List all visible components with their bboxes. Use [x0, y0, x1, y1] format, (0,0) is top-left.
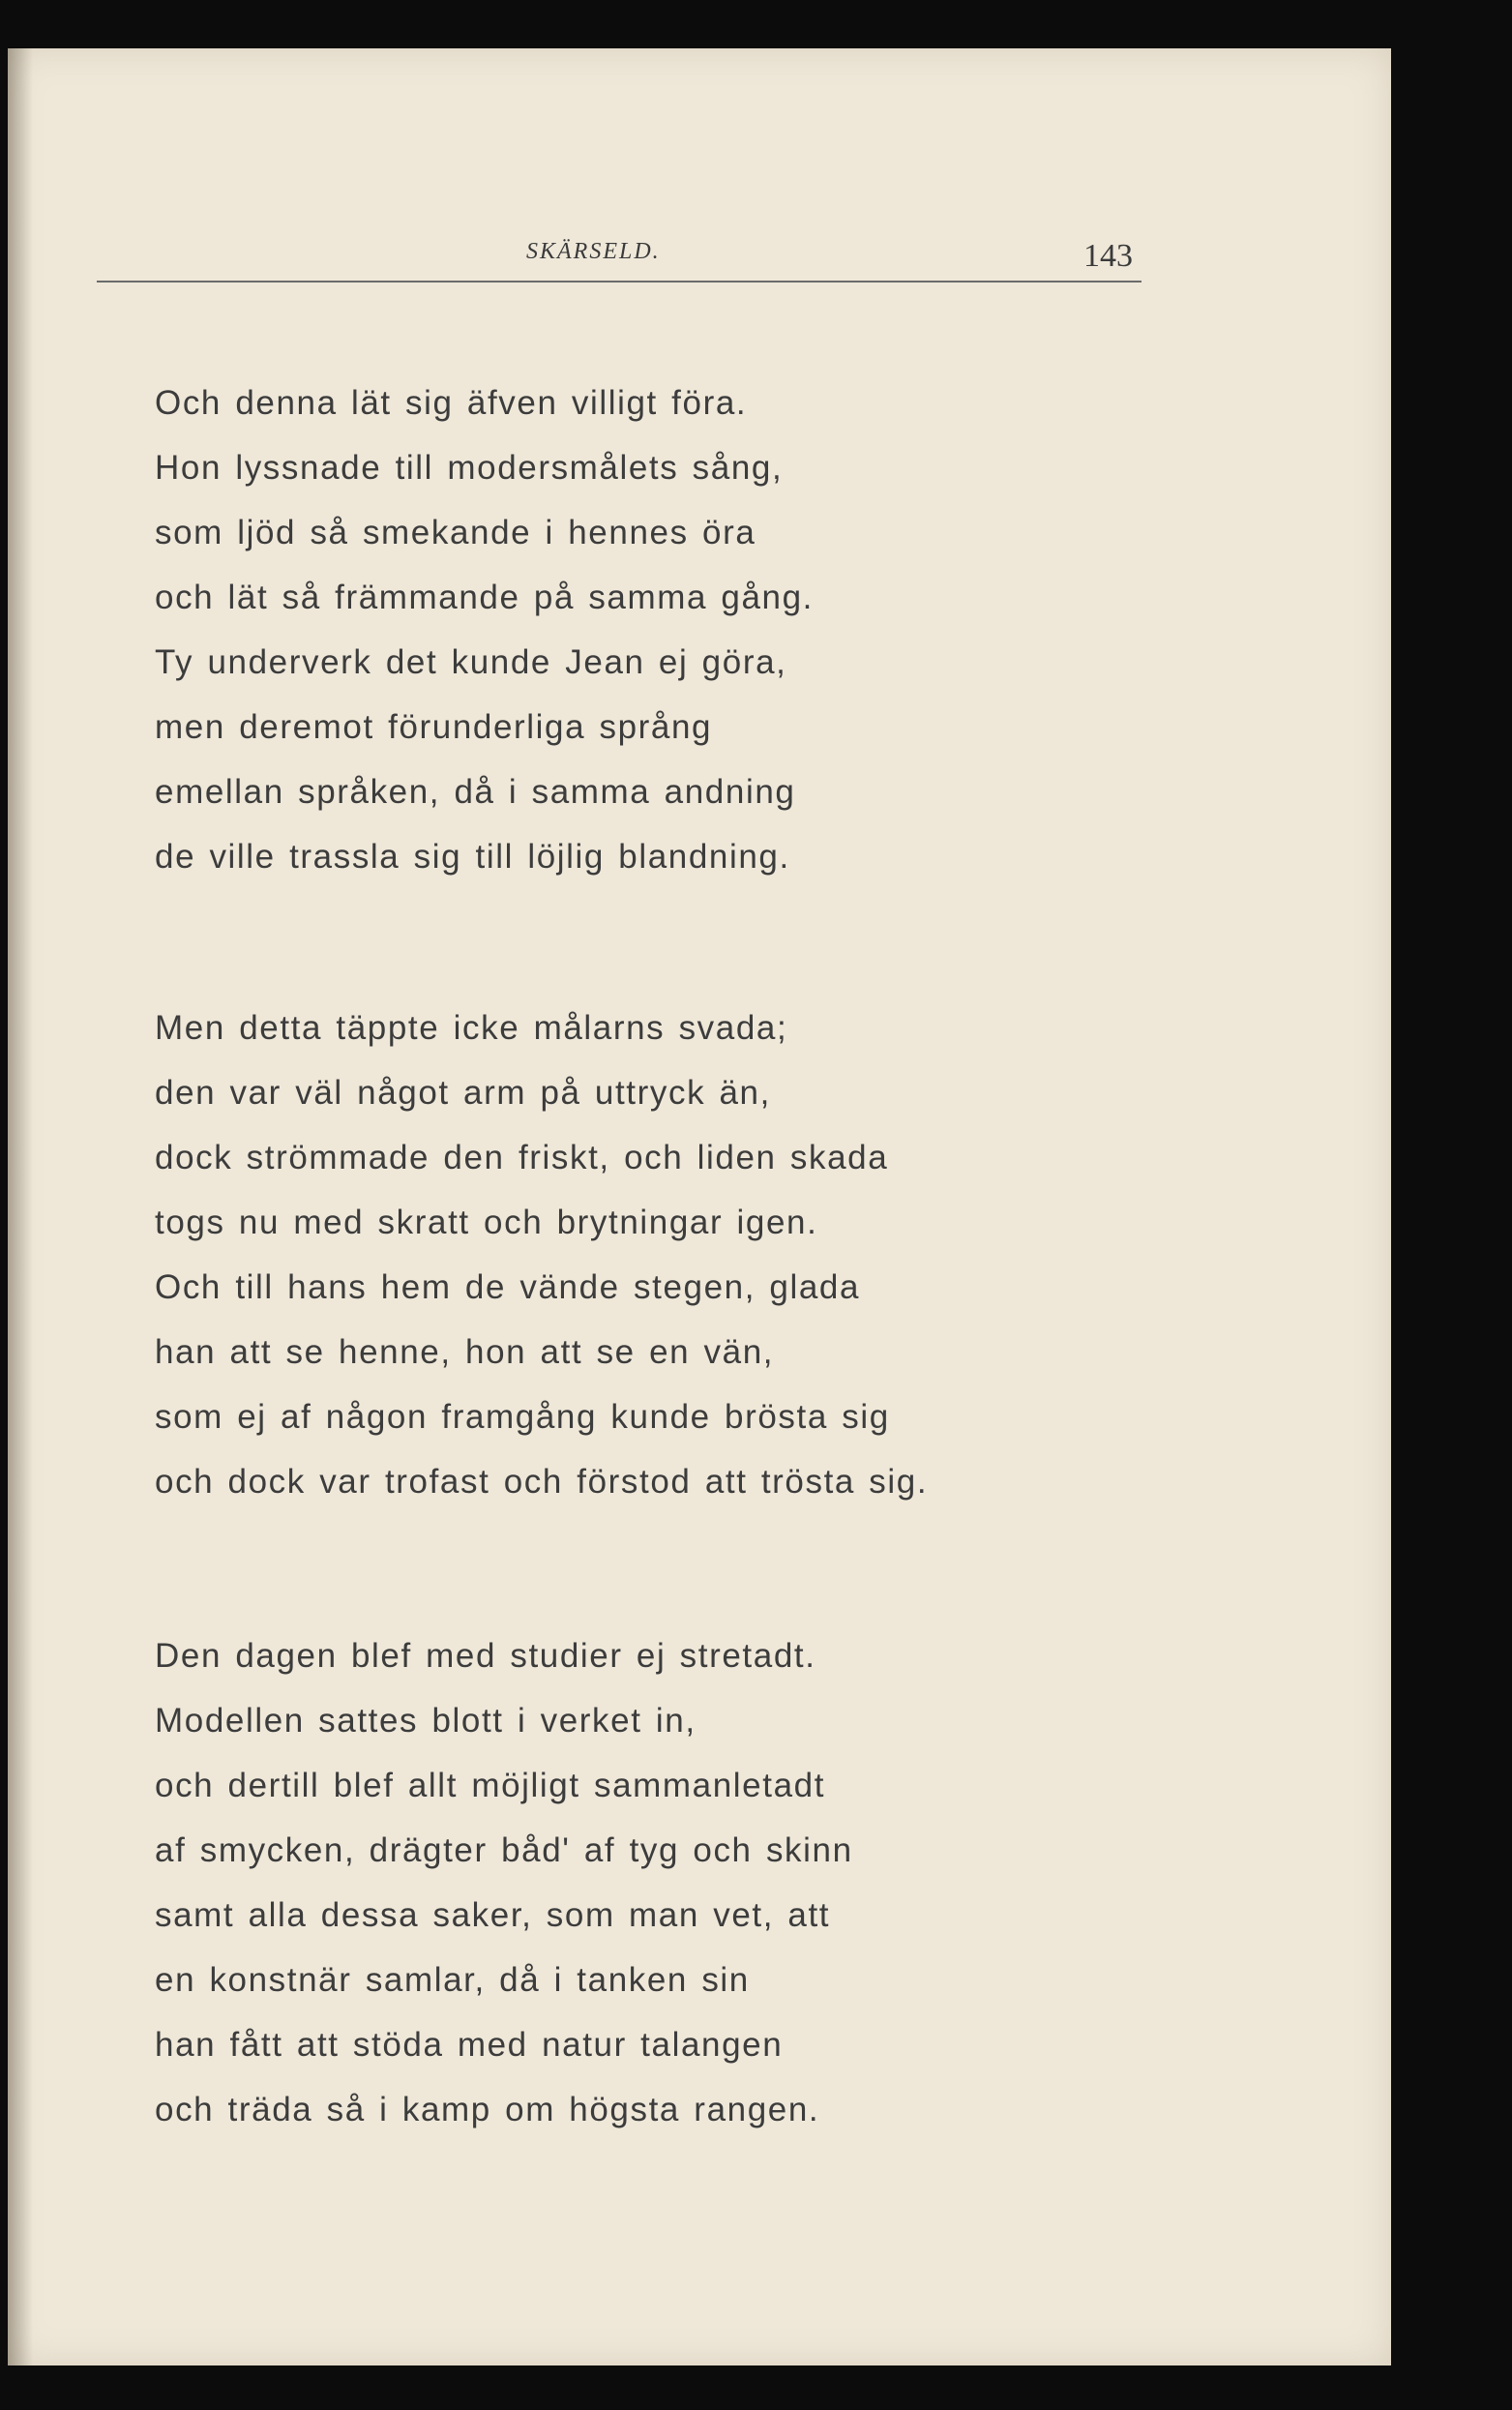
stanza-1 [155, 371, 814, 889]
running-title: SKÄRSELD. [526, 239, 661, 264]
verse-line: Modellen sattes blott i verket in, [155, 1702, 697, 1740]
verse-line: togs nu med skratt och brytningar igen. [155, 1204, 818, 1241]
verse-line: han fått att stöda med natur talangen [155, 2026, 784, 2064]
stanza-2 [155, 996, 928, 1514]
stanza-3 [155, 1623, 853, 2142]
verse-line: Den dagen blef med studier ej stretadt. [155, 1637, 816, 1675]
verse-line: och dertill blef allt möjligt sammanletadt [155, 1767, 826, 1804]
verse-line: Men detta täppte icke målarns svada; [155, 1009, 788, 1047]
binding-shadow [8, 48, 33, 2365]
verse-line: emellan språken, då i samma andning [155, 773, 796, 811]
verse-line: dock strömmade den friskt, och liden skada [155, 1139, 889, 1176]
verse-line: Hon lyssnade till modersmålets sång, [155, 449, 784, 487]
verse-line: Och denna lät sig äfven villigt föra. [155, 384, 748, 422]
verse-line: och träda så i kamp om högsta rangen. [155, 2091, 820, 2128]
verse-line: Ty underverk det kunde Jean ej göra, [155, 643, 787, 681]
header-rule [97, 281, 1141, 283]
verse-line: af smycken, drägter båd' af tyg och skinn [155, 1831, 853, 1869]
verse-line: och dock var trofast och förstod att trösta sig. [155, 1463, 929, 1501]
verse-line: som ej af någon framgång kunde brösta sig [155, 1398, 890, 1436]
verse-line: samt alla dessa saker, som man vet, att [155, 1896, 831, 1934]
book-page [8, 48, 1391, 2365]
verse-line: han att se henne, hon att se en vän, [155, 1333, 775, 1371]
verse-line: Och till hans hem de vände stegen, glada [155, 1268, 861, 1306]
verse-line: som ljöd så smekande i hennes öra [155, 514, 756, 551]
verse-line: en konstnär samlar, då i tanken sin [155, 1961, 750, 1999]
verse-line: den var väl något arm på uttryck än, [155, 1074, 771, 1112]
verse-line: och lät så främmande på samma gång. [155, 579, 814, 616]
verse-line: de ville trassla sig till löjlig blandning. [155, 838, 790, 876]
page-number: 143 [1083, 238, 1133, 274]
verse-line: men deremot förunderliga språng [155, 708, 713, 746]
